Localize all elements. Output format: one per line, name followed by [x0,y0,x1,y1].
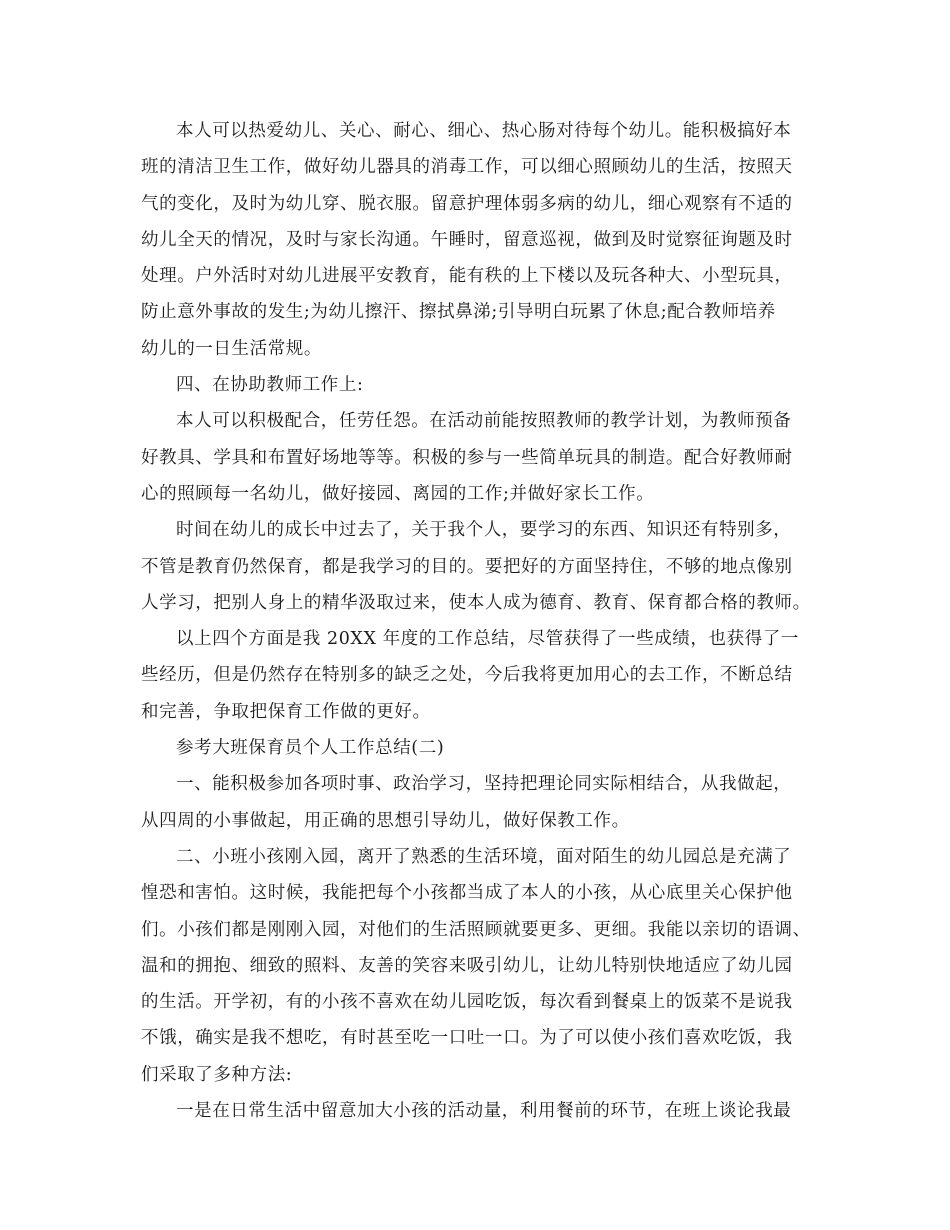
text-line: 好教具、学具和布置好场地等等。积极的参与一些简单玩具的制造。配合好教师耐 [141,447,793,468]
text-line: 二、小班小孩刚入园，离开了熟悉的生活环境，面对陌生的幼儿园总是充满了 [176,846,792,867]
section-heading: 四、在协助教师工作上: [176,375,364,396]
document-body [141,113,823,1129]
text-line: 幼儿的一日生活常规。 [141,338,322,359]
text-line: 和完善，争取把保育工作做的更好。 [141,701,431,722]
text-line: 处理。户外活时对幼儿进展平安教育，能有秩的上下楼以及玩各种大、小型玩具， [141,266,793,287]
section-title: 参考大班保育员个人工作总结(二) [176,738,445,759]
text-line: 本人可以积极配合，任劳任怨。在活动前能按照教师的教学计划，为教师预备 [176,411,792,432]
text-line: 温和的拥抱、细致的照料、友善的笑容来吸引幼儿，让幼儿特别快地适应了幼儿园 [141,955,793,976]
text-line: 惶恐和害怕。这时候，我能把每个小孩都当成了本人的小孩，从心底里关心保护他 [141,883,793,904]
text-line: 时间在幼儿的成长中过去了，关于我个人，要学习的东西、知识还有特别多， [176,520,792,541]
text-line: 以上四个方面是我 20XX 年度的工作总结，尽管获得了一些成绩，也获得了一 [176,629,800,650]
text-line: 一是在日常生活中留意加大小孩的活动量，利用餐前的环节，在班上谈论我最 [176,1101,792,1122]
text-line: 从四周的小事做起，用正确的思想引导幼儿，做好保教工作。 [141,810,630,831]
text-line: 些经历，但是仍然存在特别多的缺乏之处，今后我将更加用心的去工作，不断总结 [141,665,793,686]
text-line: 心的照顾每一名幼儿，做好接园、离园的工作;并做好家长工作。 [141,483,655,504]
text-line: 们采取了多种方法: [141,1064,293,1085]
text-line: 班的清洁卫生工作，做好幼儿器具的消毒工作，可以细心照顾幼儿的生活，按照天 [141,157,793,178]
text-line: 人学习，把别人身上的精华汲取过来，使本人成为德育、教育、保育都合格的教师。 [141,592,811,613]
text-line: 们。小孩们都是刚刚入园，对他们的生活照顾就要更多、更细。我能以亲切的语调、 [141,919,811,940]
text-line: 的生活。开学初，有的小孩不喜欢在幼儿园吃饭，每次看到餐桌上的饭菜不是说我 [141,992,793,1013]
text-line: 不管是教育仍然保育，都是我学习的目的。要把好的方面坚持住，不够的地点像别 [141,556,793,577]
text-line: 幼儿全天的情况，及时与家长沟通。午睡时，留意巡视，做到及时觉察征询题及时 [141,229,793,250]
text-line: 一、能积极参加各项时事、政治学习，坚持把理论同实际相结合，从我做起， [176,774,792,795]
text-line: 本人可以热爱幼儿、关心、耐心、细心、热心肠对待每个幼儿。能积极搞好本 [176,121,792,141]
text-line: 不饿，确实是我不想吃，有时甚至吃一口吐一口。为了可以使小孩们喜欢吃饭，我 [141,1028,793,1049]
text-line: 防止意外事故的发生;为幼儿擦汗、擦拭鼻涕;引导明白玩累了休息;配合教师培养 [141,302,776,323]
text-line: 气的变化，及时为幼儿穿、脱衣服。留意护理体弱多病的幼儿，细心观察有不适的 [141,193,793,214]
